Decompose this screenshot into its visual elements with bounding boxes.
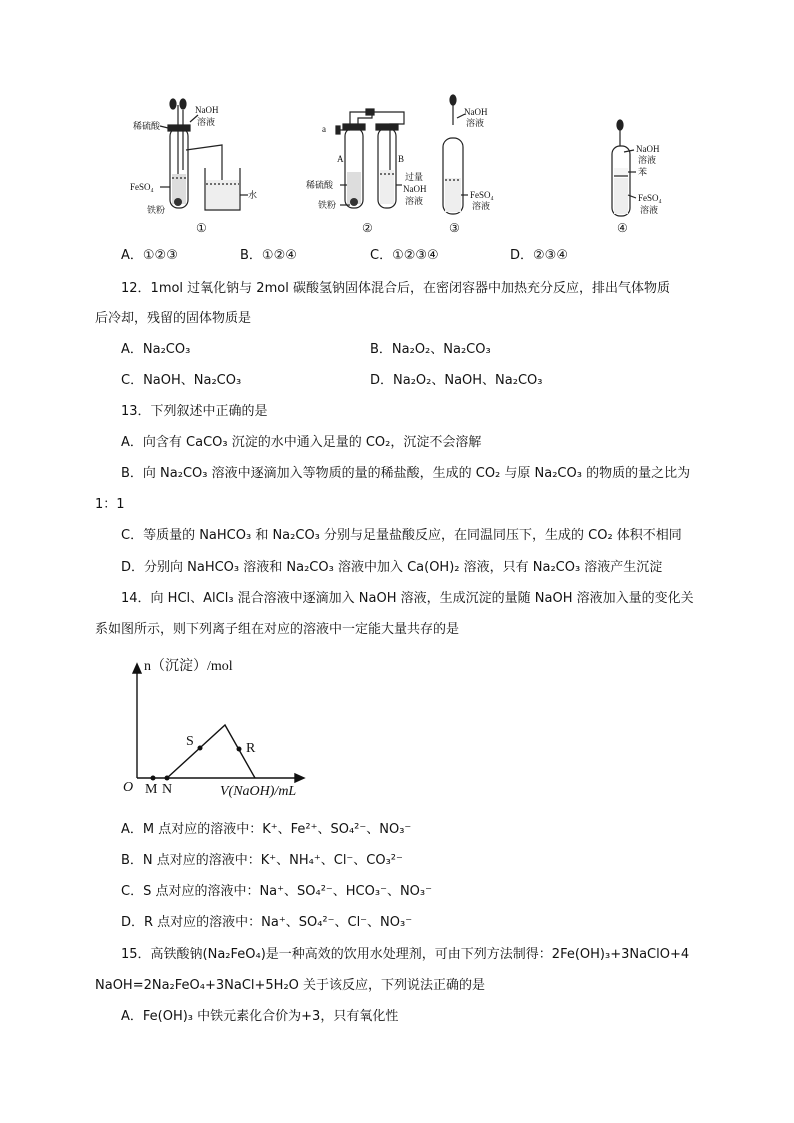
graph-s-label: S (186, 734, 194, 749)
q12-stem-line2: 后冷却，残留的固体物质是 (95, 311, 252, 326)
q15-stem-line1: 15．高铁酸钠(Na₂FeO₄)是一种高效的饮用水处理剂，可由下列方法制得：2Fe(OH)₃+3NaClO+4 (121, 947, 690, 962)
point-n (165, 776, 170, 781)
q13-option-b-line1: B．向 Na₂CO₃ 溶液中逐滴加入等物质的量的稀盐酸，生成的 CO₂ 与原 Na₂CO₃ 的物质的量之比为 (121, 466, 691, 481)
precipitate-curve (167, 725, 255, 778)
fig2-A-label: A (337, 154, 344, 164)
q12-option-d: D．Na₂O₂、NaOH、Na₂CO₃ (370, 373, 543, 388)
fig4-solution-label: 溶液 (638, 155, 657, 165)
fig2-excess-label: 过量 (405, 172, 424, 182)
graph-n-label: N (162, 782, 173, 797)
fig3-feso4-label: FeSO₄ (470, 190, 494, 200)
q13-option-b-line2: 1：1 (95, 497, 125, 512)
fig1-naoh-label: NaOH (195, 105, 219, 115)
q15-option-a: A．Fe(OH)₃ 中铁元素化合价为+3，只有氧化性 (121, 1009, 399, 1024)
q13-option-c: C．等质量的 NaHCO₃ 和 Na₂CO₃ 分别与足量盐酸反应，在同温同压下，生成的 CO₂ 体积不相同 (121, 528, 682, 543)
fig2-solution-label: 溶液 (405, 196, 424, 206)
fig4-caption: ④ (617, 221, 628, 235)
fig2-caption: ② (362, 221, 373, 235)
fig4-feso4-label: FeSO₄ (638, 193, 662, 203)
q14-stem-line2: 系如图所示，则下列离子组在对应的溶液中一定能大量共存的是 (95, 622, 460, 637)
q12-option-c: C．NaOH、Na₂CO₃ (121, 373, 242, 388)
point-m (151, 776, 156, 781)
fig4-naoh-label: NaOH (636, 144, 660, 154)
q13-option-d: D．分别向 NaHCO₃ 溶液和 Na₂CO₃ 溶液中加入 Ca(OH)₂ 溶液，只有 Na₂CO₃ 溶液产生沉淀 (121, 560, 663, 575)
fig2-B-label: B (398, 154, 405, 164)
graph-m-label: M (145, 782, 158, 797)
fig2-iron-powder-label: 铁粉 (318, 200, 337, 210)
q13-option-a: A．向含有 CaCO₃ 沉淀的水中通入足量的 CO₂，沉淀不会溶解 (121, 435, 482, 450)
fig1-caption: ① (196, 221, 207, 235)
fig2-a-label: a (322, 124, 326, 134)
fig3-solution-label: 溶液 (466, 118, 485, 128)
fig1-dilute-acid-label: 稀硫酸 (133, 121, 161, 131)
q11-option-d: D．②③④ (510, 248, 568, 263)
fig3-feso4-solution-label: 溶液 (472, 201, 491, 211)
q12-stem-line1: 12．1mol 过氧化钠与 2mol 碳酸氢钠固体混合后，在密闭容器中加热充分反应，排出气体物质 (121, 281, 670, 296)
fig3-caption: ③ (449, 221, 460, 235)
point-r (237, 747, 242, 752)
q14-option-b: B．N 点对应的溶液中：K⁺、NH₄⁺、Cl⁻、CO₃²⁻ (121, 853, 403, 868)
q15-stem-line2: NaOH=2Na₂FeO₄+3NaCl+5H₂O 关于该反应，下列说法正确的是 (95, 978, 486, 993)
q14-stem-line1: 14．向 HCl、AlCl₃ 混合溶液中逐滴加入 NaOH 溶液，生成沉淀的量随 NaOH 溶液加入量的变化关 (121, 591, 694, 606)
fig4-feso4-solution-label: 溶液 (640, 205, 659, 215)
q13-stem: 13．下列叙述中正确的是 (121, 404, 268, 419)
fig4-benzene-label: 苯 (638, 167, 648, 177)
q14-option-c: C．S 点对应的溶液中：Na⁺、SO₄²⁻、HCO₃⁻、NO₃⁻ (121, 884, 432, 899)
graph-origin-label: O (123, 780, 134, 795)
fig1-water-label: 水 (248, 190, 258, 200)
y-axis-arrow (133, 664, 141, 673)
fig1-iron-powder-label: 铁粉 (147, 205, 166, 215)
graph-x-label: V(NaOH)/mL (220, 784, 297, 799)
q11-option-a: A．①②③ (121, 248, 178, 263)
fig2-naoh-label: NaOH (403, 184, 427, 194)
fig3-naoh-label: NaOH (464, 107, 488, 117)
q11-option-b: B．①②④ (240, 248, 297, 263)
point-s (198, 746, 203, 751)
q12-option-a: A．Na₂CO₃ (121, 342, 191, 357)
graph-y-label: n（沉淀）/mol (144, 659, 233, 674)
q12-option-b: B．Na₂O₂、Na₂CO₃ (370, 342, 491, 357)
q11-option-c: C．①②③④ (370, 248, 439, 263)
fig1-solution-label: 溶液 (197, 117, 216, 127)
q14-option-a: A．M 点对应的溶液中：K⁺、Fe²⁺、SO₄²⁻、NO₃⁻ (121, 822, 412, 837)
x-axis-arrow (295, 774, 304, 782)
q14-option-d: D．R 点对应的溶液中：Na⁺、SO₄²⁻、Cl⁻、NO₃⁻ (121, 915, 413, 930)
graph-r-label: R (246, 741, 256, 756)
fig1-feso4-label: FeSO₄ (130, 182, 154, 192)
fig2-dilute-acid-label: 稀硫酸 (306, 180, 334, 190)
